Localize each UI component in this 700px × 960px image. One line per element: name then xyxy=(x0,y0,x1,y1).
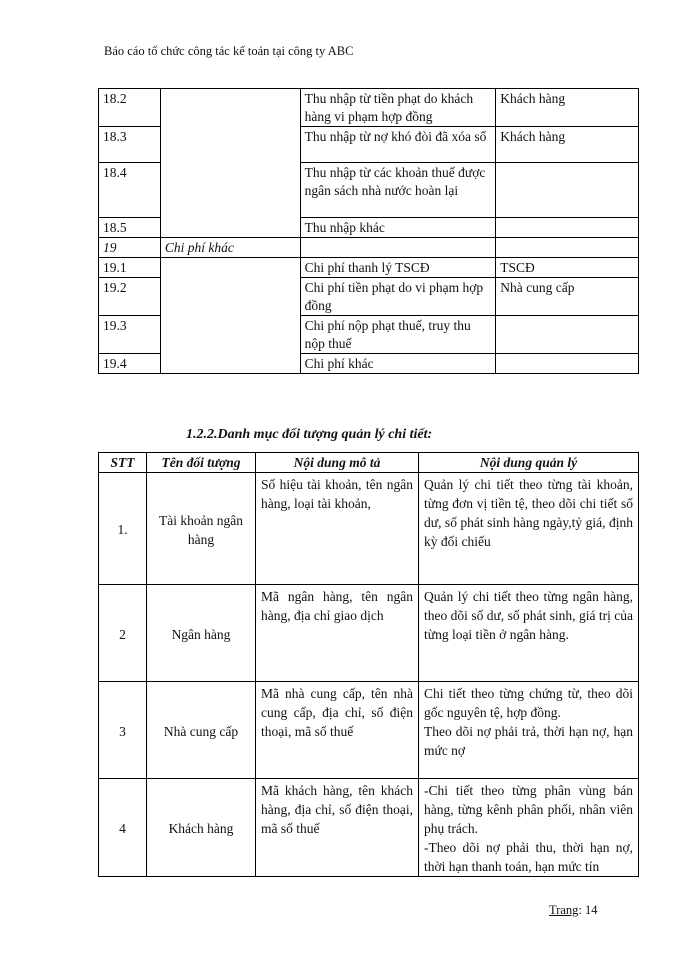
table-row xyxy=(99,585,639,682)
row-mgmt: Quản lý chi tiết theo từng tài khoản, từng đơn vị tiền tệ, theo dõi chi tiết số dư, số phát sinh hàng ngày,tỷ giá, định kỳ đối chiếu xyxy=(419,473,639,585)
mgmt-line: -Chi tiết theo từng phân vùng bán hàng, từng kênh phân phối, nhân viên phụ trách. xyxy=(424,783,633,836)
row-object: Khách hàng xyxy=(496,127,639,163)
row-object: Khách hàng xyxy=(496,89,639,127)
row-stt: 3 xyxy=(99,682,147,779)
page-footer xyxy=(549,903,598,918)
row-number: 19.1 xyxy=(99,258,161,278)
group-cell xyxy=(160,258,300,374)
row-stt: 1. xyxy=(99,473,147,585)
detail-objects-table xyxy=(98,452,639,877)
table-row xyxy=(99,682,639,779)
page-header: Báo cáo tổ chức công tác kế toán tại công ty ABC xyxy=(104,44,354,58)
row-name: Nhà cung cấp xyxy=(147,682,256,779)
row-mgmt xyxy=(419,682,639,779)
table-row xyxy=(99,258,639,278)
row-number: 19.3 xyxy=(99,316,161,354)
row-content: Chi phí thanh lý TSCĐ xyxy=(300,258,496,278)
header-stt: STT xyxy=(99,453,147,473)
row-mgmt: Quản lý chi tiết theo từng ngân hàng, theo dõi số dư, số phát sinh, giá trị của từng loại tiền ở ngân hàng. xyxy=(419,585,639,682)
mgmt-line: -Theo dõi nợ phải thu, thời hạn nợ, thời hạn thanh toán, hạn mức tín xyxy=(424,840,633,874)
row-object: TSCĐ xyxy=(496,258,639,278)
header-name: Tên đối tượng xyxy=(147,453,256,473)
mgmt-line: Chi tiết theo từng chứng từ, theo dõi gốc nguyên tệ, hợp đồng. xyxy=(424,686,633,720)
row-object xyxy=(496,238,639,258)
header-mgmt: Nội dung quản lý xyxy=(419,453,639,473)
table-row xyxy=(99,779,639,877)
row-number: 18.4 xyxy=(99,163,161,218)
row-content: Thu nhập khác xyxy=(300,218,496,238)
row-object: Nhà cung cấp xyxy=(496,278,639,316)
section-title: 1.2.2.Danh mục đối tượng quản lý chi tiết: xyxy=(186,427,433,442)
row-mgmt xyxy=(419,779,639,877)
row-number: 18.5 xyxy=(99,218,161,238)
row-content: Thu nhập từ nợ khó đòi đã xóa sổ xyxy=(300,127,496,163)
page-number: 14 xyxy=(585,903,598,917)
row-content: Chi phí khác xyxy=(300,354,496,374)
table-header-row xyxy=(99,453,639,473)
table-row xyxy=(99,89,639,127)
row-content: Chi phí tiền phạt do vi phạm hợp đồng xyxy=(300,278,496,316)
row-number: 19.4 xyxy=(99,354,161,374)
page-colon: : xyxy=(578,903,586,917)
row-content xyxy=(300,238,496,258)
income-expense-table xyxy=(98,88,639,374)
row-number: 19.2 xyxy=(99,278,161,316)
row-content: Thu nhập từ các khoản thuế được ngân sách nhà nước hoàn lại xyxy=(300,163,496,218)
row-number: 18.3 xyxy=(99,127,161,163)
table-row xyxy=(99,473,639,585)
row-stt: 2 xyxy=(99,585,147,682)
row-name: Tài khoản ngân hàng xyxy=(147,473,256,585)
row-desc: Mã nhà cung cấp, tên nhà cung cấp, địa chỉ, số điện thoại, mã số thuế xyxy=(256,682,419,779)
table-row xyxy=(99,238,639,258)
row-content: Thu nhập từ tiền phạt do khách hàng vi phạm hợp đồng xyxy=(300,89,496,127)
group-label: Chi phí khác xyxy=(160,238,300,258)
mgmt-line: Theo dõi nợ phải trả, thời hạn nợ, hạn mức nợ xyxy=(424,724,633,758)
row-desc: Mã ngân hàng, tên ngân hàng, địa chỉ giao dịch xyxy=(256,585,419,682)
row-stt: 4 xyxy=(99,779,147,877)
row-number: 19 xyxy=(99,238,161,258)
row-desc: Mã khách hàng, tên khách hàng, địa chỉ, số điện thoại, mã số thuế xyxy=(256,779,419,877)
row-number: 18.2 xyxy=(99,89,161,127)
row-object xyxy=(496,218,639,238)
page-label: Trang xyxy=(549,903,579,917)
row-content: Chi phí nộp phạt thuế, truy thu nộp thuế xyxy=(300,316,496,354)
row-desc: Số hiệu tài khoản, tên ngân hàng, loại tài khoản, xyxy=(256,473,419,585)
row-name: Ngân hàng xyxy=(147,585,256,682)
header-desc: Nội dung mô tả xyxy=(256,453,419,473)
group-cell xyxy=(160,89,300,238)
row-object xyxy=(496,354,639,374)
row-object xyxy=(496,316,639,354)
row-name: Khách hàng xyxy=(147,779,256,877)
row-object xyxy=(496,163,639,218)
